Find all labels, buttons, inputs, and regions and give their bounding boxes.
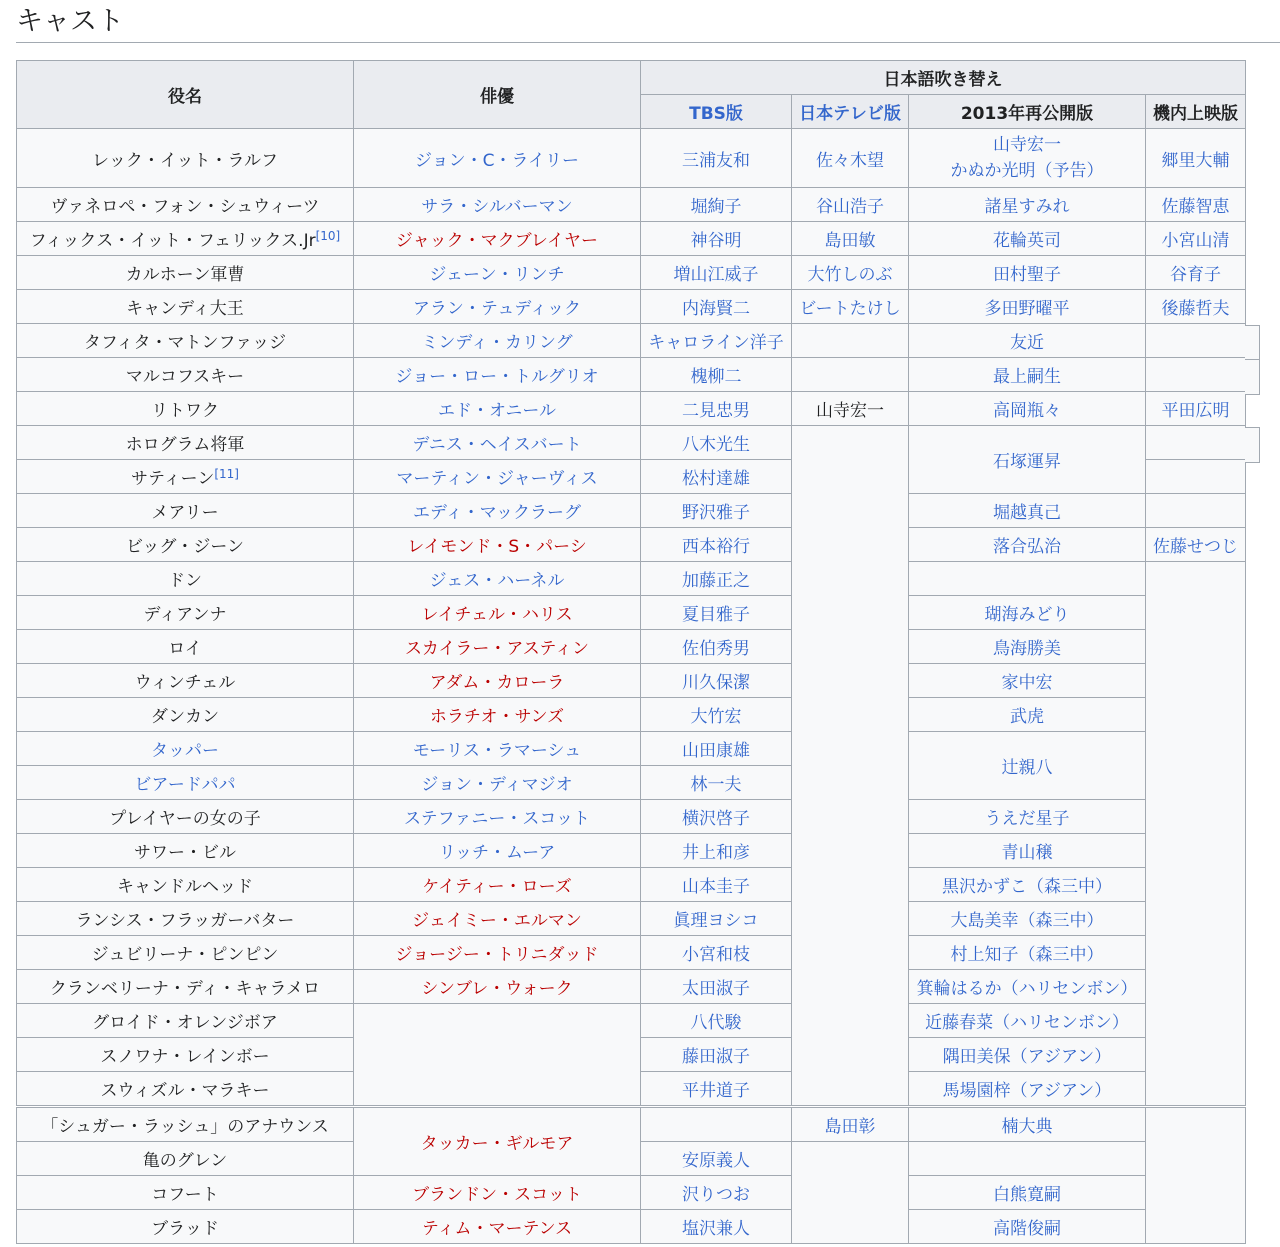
role-cell: スノワナ・レインボー [17,1038,354,1072]
va-link[interactable]: 内海賢二 [682,299,750,319]
va-link[interactable]: 谷育子 [1170,265,1221,285]
va-link[interactable]: 後藤哲夫 [1161,299,1230,319]
va-link[interactable]: 西本裕行 [682,537,750,557]
rerelease-cell [909,358,1146,392]
va-link[interactable]: 小宮山清 [1161,231,1230,251]
role-cell: ブラッド [17,1210,354,1244]
actor-link[interactable]: スカイラー・アスティン [404,639,590,659]
table-row [17,868,1246,902]
tbs-cell [641,698,792,732]
table-row [17,392,1246,426]
tbs-cell [641,732,792,766]
actor-cell [354,392,641,426]
table-row [17,936,1246,970]
tbs-cell [641,1072,792,1106]
va-link[interactable]: 大島美幸（森三中） [950,911,1104,931]
va-link[interactable]: 二見忠男 [682,401,750,421]
rerelease-cell [909,426,1146,494]
role-cell: ヴァネロペ・フォン・シュウィーツ [17,188,354,222]
va-link[interactable]: 野沢雅子 [682,503,750,523]
va-link[interactable]: 八代駿 [690,1013,742,1033]
rerelease-cell [909,1072,1146,1106]
va-link[interactable]: 佐藤智恵 [1161,197,1230,217]
role-text: サティーン [131,469,215,489]
actor-link[interactable]: ジョン・ディマジオ [421,775,573,795]
tbs-cell [641,256,792,290]
table-row [17,732,1246,766]
tbs-cell [641,494,792,528]
ntv-cell [792,256,909,290]
va-link[interactable]: 藤田淑子 [682,1047,750,1067]
va-link[interactable]: 隅田美保（アジアン） [942,1047,1112,1067]
role-cell: キャンドルヘッド [17,868,354,902]
actor-link[interactable]: エディ・マックラーグ [413,503,581,523]
rerelease-cell [909,1210,1146,1244]
va-link[interactable]: 佐伯秀男 [682,639,750,659]
tbs-cell [641,1038,792,1072]
inflight-cell [1146,256,1246,290]
actor-link[interactable]: ミンディ・カリング [421,333,573,353]
va-link[interactable]: 郷里大輔 [1161,150,1230,171]
role-cell: クランベリーナ・ディ・キャラメロ [17,970,354,1004]
table-row [17,1176,1246,1210]
actor-cell [354,766,641,800]
table-row [17,358,1246,392]
table-row [17,1210,1246,1244]
va-link[interactable]: 平田広明 [1161,401,1230,421]
role-cell: ディアンナ [17,596,354,630]
rerelease-cell [909,664,1146,698]
actor-link[interactable]: ティム・マーテンス [421,1219,573,1239]
role-cell [17,766,354,800]
actor-cell [354,528,641,562]
inflight-cell [1146,222,1246,256]
actor-cell [354,1210,641,1244]
va-link[interactable]: 横沢啓子 [682,809,750,829]
actor-cell [354,596,641,630]
table-row [17,1004,1246,1038]
va-link[interactable]: 家中宏 [1001,673,1053,693]
role-cell: 「シュガー・ラッシュ」のアナウンス [17,1108,354,1142]
actor-link[interactable]: デニス・ヘイスバート [412,435,582,455]
inflight-cell [1146,324,1246,358]
actor-cell [354,290,641,324]
role-cell: スウィズル・マラキー [17,1072,354,1106]
rerelease-cell [909,630,1146,664]
va-link[interactable]: 堀越真己 [993,503,1061,523]
ntv-cell [792,324,909,358]
actor-link[interactable]: シンブレ・ウォーク [421,979,573,999]
actor-cell [354,460,641,494]
va-link[interactable]: 瑚海みどり [984,605,1070,625]
ntv-cell [792,129,909,188]
va-link[interactable]: 落合弘治 [993,537,1061,557]
inflight-cell [1146,129,1246,188]
va-link[interactable]: 八木光生 [682,435,750,455]
actor-cell [354,324,641,358]
actor-cell [354,1004,641,1106]
inflight-cell [1146,528,1246,562]
role-cell [17,222,354,256]
role-cell: ビッグ・ジーン [17,528,354,562]
section-title: キャスト [16,4,1280,43]
header-role: 役名 [17,61,354,129]
role-cell: ダンカン [17,698,354,732]
inflight-cell [1146,392,1246,426]
role-cell: マルコフスキー [17,358,354,392]
va-link[interactable]: キャロライン洋子 [648,333,784,353]
citation-link[interactable]: [11] [214,467,239,481]
actor-link[interactable]: ホラチオ・サンズ [429,707,565,727]
va-link[interactable]: 佐々木望 [816,150,884,171]
tbs-cell [641,129,792,188]
table-overflow-cell [1245,325,1260,361]
tbs-cell [641,562,792,596]
inflight-cell [1146,426,1246,460]
ntv-cell [792,222,909,256]
role-cell: カルホーン軍曹 [17,256,354,290]
rerelease-cell [909,1004,1146,1038]
va-link[interactable]: 夏目雅子 [682,605,750,625]
inflight-cell [1146,1108,1246,1244]
table-row [17,1108,1246,1142]
va-link[interactable]: 眞理ヨシコ [673,911,759,931]
va-link[interactable]: 島田彰 [824,1117,876,1137]
va-link[interactable]: 谷山浩子 [816,197,884,217]
actor-cell [354,868,641,902]
inflight-cell [1146,358,1246,392]
va-link[interactable]: 沢りつお [682,1185,750,1205]
table-row [17,970,1246,1004]
va-link[interactable]: 近藤春菜（ハリセンボン） [925,1013,1129,1033]
actor-link[interactable]: ブランドン・スコット [412,1185,582,1205]
actor-cell [354,1176,641,1210]
va-link[interactable]: 塩沢兼人 [682,1219,750,1239]
role-cell: グロイド・オレンジボア [17,1004,354,1038]
actor-cell [354,936,641,970]
rerelease-cell [909,1038,1146,1072]
va-link[interactable]: 馬場園梓（アジアン） [942,1081,1112,1101]
va-link[interactable]: 山田康雄 [682,741,750,761]
rerelease-cell [909,936,1146,970]
actor-link[interactable]: ジャック・マクブレイヤー [395,231,599,251]
actor-cell [354,188,641,222]
role-cell: ロイ [17,630,354,664]
ntv-cell [792,358,909,392]
actor-cell [354,494,641,528]
table-row [17,324,1246,358]
header-tbs [641,95,792,129]
tbs-cell [641,1108,792,1142]
actor-cell [354,834,641,868]
ntv-cell [792,426,909,1106]
actor-cell [354,129,641,188]
role-link[interactable]: ビアードパパ [134,775,236,795]
actor-link[interactable]: ケイティー・ローズ [422,877,572,897]
header-inflight: 機内上映版 [1146,95,1246,129]
tbs-cell [641,664,792,698]
tbs-cell [641,1004,792,1038]
va-link[interactable]: 石塚運昇 [993,452,1061,472]
tbs-cell [641,222,792,256]
inflight-cell [1146,188,1246,222]
rerelease-cell [909,290,1146,324]
rerelease-cell [909,222,1146,256]
tbs-cell [641,358,792,392]
inflight-cell [1146,494,1246,528]
citation-link[interactable]: [10] [315,229,341,243]
tbs-cell [641,902,792,936]
actor-link[interactable]: ステファニー・スコット [404,809,590,829]
va-link[interactable]: 辻親八 [1001,758,1053,778]
va-link[interactable]: 最上嗣生 [993,367,1061,387]
header-ntv [792,95,909,129]
tbs-cell [641,392,792,426]
table-row [17,596,1246,630]
table-row [17,426,1246,460]
va-link[interactable]: 青山穣 [1001,843,1053,863]
va-link[interactable]: 小宮和枝 [682,945,750,965]
actor-cell [354,630,641,664]
tbs-cell [641,596,792,630]
actor-cell [354,800,641,834]
role-text: フィックス・イット・フェリックス.Jr [29,231,316,251]
cast-table [16,60,1246,1106]
tbs-cell [641,290,792,324]
role-cell: レック・イット・ラルフ [17,129,354,188]
actor-cell [354,664,641,698]
table-row [17,222,1246,256]
rerelease-cell [909,1108,1146,1142]
ntv-cell [792,1108,909,1142]
va-link[interactable]: かぬか光明（予告） [950,161,1104,181]
va-link[interactable]: 武虎 [1010,707,1044,727]
table-row [17,256,1246,290]
role-link[interactable]: タッパー [151,741,219,761]
tbs-cell [641,426,792,460]
table-row [17,129,1246,188]
rerelease-cell [909,256,1146,290]
actor-link[interactable]: ジェーン・リンチ [429,265,565,285]
tbs-cell [641,766,792,800]
va-link[interactable]: 鳥海勝美 [993,639,1061,659]
rerelease-cell [909,970,1146,1004]
table-row [17,698,1246,732]
inflight-cell [1146,290,1246,324]
va-link[interactable]: うえだ星子 [984,809,1070,829]
table-row [17,664,1246,698]
va-link[interactable]: 大竹しのぶ [807,265,893,285]
actor-link[interactable]: ジェイミー・エルマン [412,911,582,931]
tbs-cell [641,1176,792,1210]
table-row [17,188,1246,222]
va-link[interactable]: ビートたけし [799,299,901,319]
va-link[interactable]: 三浦友和 [682,150,750,171]
role-cell: ジュビリーナ・ピンピン [17,936,354,970]
tbs-cell [641,970,792,1004]
va-link[interactable]: 安原義人 [682,1151,750,1171]
actor-link[interactable]: タッカー・ギルモア [420,1134,574,1154]
inflight-cell [1146,562,1246,1106]
va-link[interactable]: 神谷明 [690,231,742,251]
actor-cell [354,222,641,256]
role-cell: プレイヤーの女の子 [17,800,354,834]
tbs-cell [641,324,792,358]
role-cell [17,460,354,494]
role-cell [17,732,354,766]
rerelease-cell [909,188,1146,222]
va-link[interactable]: 田村聖子 [993,265,1061,285]
table-row [17,630,1246,664]
actor-cell [354,256,641,290]
tbs-cell [641,834,792,868]
va-link[interactable]: 楠大典 [1001,1117,1053,1137]
rerelease-cell [909,698,1146,732]
actor-link[interactable]: マーティン・ジャーヴィス [396,469,598,489]
actor-link[interactable]: ジョージー・トリニダッド [395,945,599,965]
ntv-cell [792,290,909,324]
va-link[interactable]: 槐柳二 [690,367,742,387]
role-cell: ドン [17,562,354,596]
table-row [17,902,1246,936]
tbs-cell [641,800,792,834]
rerelease-cell [909,1142,1146,1176]
va-link[interactable]: 平井道子 [682,1081,750,1101]
role-cell: リトワク [17,392,354,426]
va-link[interactable]: 林一夫 [690,775,742,795]
rerelease-cell [909,392,1146,426]
header-2013-rerelease: 2013年再公開版 [909,95,1146,129]
va-link[interactable]: 太田淑子 [682,979,750,999]
actor-link[interactable]: アダム・カローラ [429,673,565,693]
actor-link[interactable]: モーリス・ラマーシュ [412,741,582,761]
cast-table-lower [16,1107,1246,1244]
actor-link[interactable]: リッチ・ムーア [438,843,556,863]
actor-link[interactable]: ジョー・ロー・トルグリオ [395,367,599,387]
actor-link[interactable]: ジェス・ハーネル [429,571,565,591]
table-overflow-cell [1245,359,1260,395]
va-link[interactable]: 高階俊嗣 [993,1219,1061,1239]
va-link[interactable]: 堀絢子 [690,197,742,217]
role-cell: メアリー [17,494,354,528]
va-link[interactable]: 山寺宏一 [993,135,1061,155]
role-cell: キャンディ大王 [17,290,354,324]
rerelease-cell [909,902,1146,936]
header-actor: 俳優 [354,61,641,129]
va-link[interactable]: 松村達雄 [682,469,750,489]
rerelease-cell [909,1176,1146,1210]
actor-cell [354,358,641,392]
role-cell: コフート [17,1176,354,1210]
tbs-cell [641,868,792,902]
header-tbs-link[interactable]: TBS版 [689,104,743,124]
actor-cell [354,426,641,460]
tbs-cell [641,630,792,664]
tbs-cell [641,528,792,562]
ntv-cell [792,188,909,222]
rerelease-cell [909,834,1146,868]
va-link[interactable]: 山本圭子 [682,877,750,897]
header-japanese-dub: 日本語吹き替え [641,61,1246,95]
va-link[interactable]: 佐藤せつじ [1153,537,1238,557]
tbs-cell [641,936,792,970]
rerelease-cell [909,800,1146,834]
actor-cell [354,902,641,936]
rerelease-cell [909,129,1146,188]
va-link[interactable]: 友近 [1010,333,1044,353]
table-row [17,800,1246,834]
actor-cell [354,1108,641,1176]
va-link[interactable]: 白熊寛嗣 [993,1185,1061,1205]
actor-link[interactable]: レイモンド・S・パーシ [407,537,587,557]
ntv-cell: 山寺宏一 [792,392,909,426]
table-row [17,562,1246,596]
actor-link[interactable]: ジョン・C・ライリー [414,150,580,171]
role-cell: 亀のグレン [17,1142,354,1176]
actor-cell [354,732,641,766]
va-link[interactable]: 箕輪はるか（ハリセンボン） [916,979,1138,999]
role-cell: ウィンチェル [17,664,354,698]
inflight-cell [1146,460,1246,494]
actor-link[interactable]: エド・オニール [438,401,556,421]
actor-link[interactable]: レイチェル・ハリス [421,605,573,625]
va-link[interactable]: 加藤正之 [682,571,750,591]
actor-cell [354,970,641,1004]
va-link[interactable]: 増山江威子 [673,265,759,285]
actor-link[interactable]: アラン・テュディック [412,299,582,319]
table-row [17,528,1246,562]
tbs-cell [641,460,792,494]
va-link[interactable]: 多田野曜平 [984,299,1070,319]
va-link[interactable]: 諸星すみれ [984,197,1070,217]
va-link[interactable]: 大竹宏 [690,707,742,727]
va-link[interactable]: 島田敏 [824,231,876,251]
rerelease-cell [909,528,1146,562]
rerelease-cell [909,868,1146,902]
rerelease-cell [909,324,1146,358]
actor-cell [354,698,641,732]
table-row [17,290,1246,324]
role-cell: ランシス・フラッガーバター [17,902,354,936]
table-row [17,834,1246,868]
va-link[interactable]: 黒沢かずこ（森三中） [942,877,1112,897]
rerelease-cell [909,494,1146,528]
actor-link[interactable]: サラ・シルバーマン [421,197,573,217]
tbs-cell [641,1210,792,1244]
va-link[interactable]: 高岡瓶々 [993,401,1061,421]
ntv-cell [792,1142,909,1244]
role-cell: タフィタ・マトンファッジ [17,324,354,358]
va-link[interactable]: 花輪英司 [993,231,1061,251]
rerelease-cell [909,562,1146,596]
va-link[interactable]: 村上知子（森三中） [950,945,1104,965]
role-cell: サワー・ビル [17,834,354,868]
tbs-cell [641,1142,792,1176]
header-ntv-link[interactable]: 日本テレビ版 [799,104,901,124]
actor-cell [354,562,641,596]
table-row [17,494,1246,528]
va-link[interactable]: 井上和彦 [682,843,750,863]
rerelease-cell [909,732,1146,800]
role-cell: ホログラム将軍 [17,426,354,460]
va-link[interactable]: 川久保潔 [682,673,750,693]
rerelease-cell [909,596,1146,630]
table-overflow-cell [1245,427,1260,463]
tbs-cell [641,188,792,222]
